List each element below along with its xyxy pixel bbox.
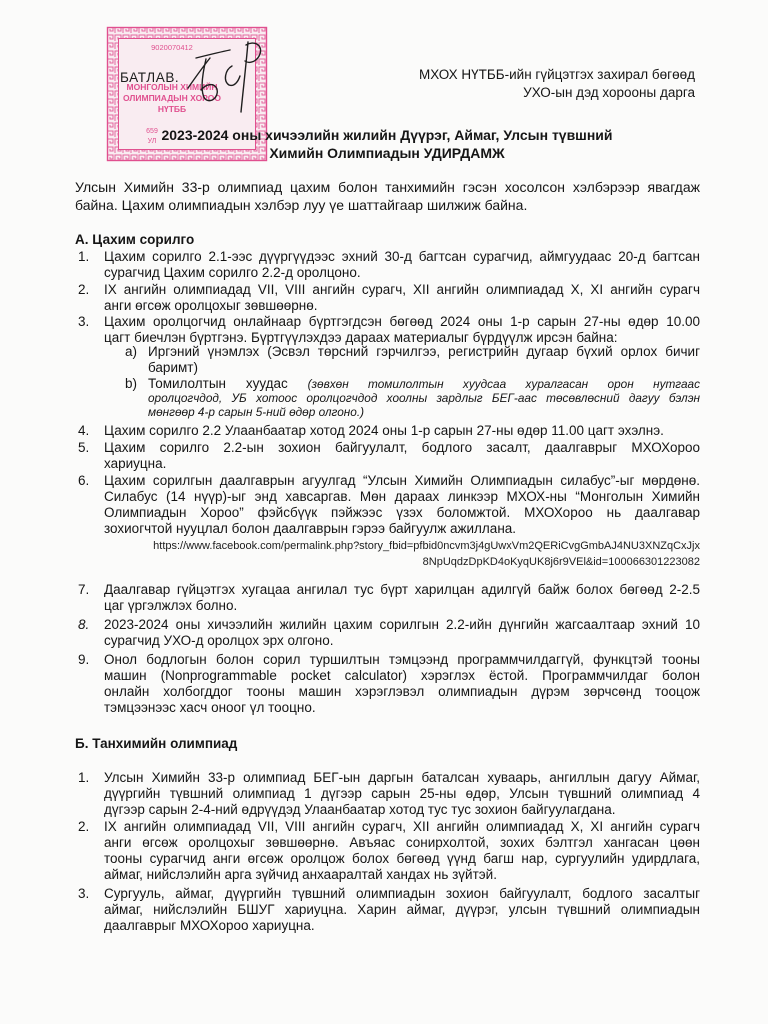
section-b-heading: Б. Танхимийн олимпиад [75, 736, 238, 751]
text-line: зохиогчтой нууцлал болон даалгаврын гэрээ байгуулж ажиллана. [104, 521, 517, 536]
text-line: Силабус (14 нүүр)-ыг энд хавсаргав. Мөн дараах линкээр МХОХ-ны “Монголын Химийн [104, 489, 700, 504]
stamp-partial: 659 [146, 128, 158, 135]
text-line: Цахим сорилгын даалгаврын агуулгад “Улсын Химийн Олимпиадын силабус”-ыг мөрдөнө. [104, 473, 700, 488]
section-a-item-8 [78, 617, 700, 649]
text-line: даалгаврыг МХОХороо хариуцна. [104, 918, 315, 933]
text-line: хариуцна. [104, 456, 167, 471]
section-a-item-9 [78, 652, 700, 716]
text-line: https://www.facebook.com/permalink.php?story_fbid=pfbid0ncvm3j4gUwxVm2QERiCvgGmbAJ4NU3XNZqCxJjx [153, 540, 700, 552]
approver-title [335, 66, 695, 102]
stamp-line: ОЛИМПИАДЫН ХОРОО [123, 93, 221, 103]
text-line: Улсын Химийн 33-р олимпиад БЕГ-ын даргын баталсан хуваарь, ангиллын дагуу Аймаг, [104, 770, 700, 785]
text-line: цаг үргэлжлэх болно. [104, 598, 238, 613]
item-number: 3. [78, 886, 90, 901]
stamp-line: НҮТББ [157, 104, 187, 114]
stamp-code: 9020070412 [151, 43, 193, 52]
item-number: 2. [78, 819, 90, 834]
text-line: баримт) [148, 360, 198, 375]
text-line: IX ангийн олимпиадад VII, VIII ангийн сурагч, XII ангийн олимпиадад X, XI ангийн сурагч [104, 819, 700, 834]
item-number: 1. [78, 770, 90, 785]
text-line: аймаг, нийслэлийн арга зүйчид анхааралтай хандах нь зүйтэй. [104, 867, 497, 882]
text-line: УХО-ын дэд хорооны дарга [523, 85, 695, 100]
text-line: Улсын Химийн 33-р олимпиад цахим болон танхимийн гэсэн хосолсон хэлбэрээр явагдаж [75, 179, 700, 195]
sub-label: b) [125, 376, 138, 391]
text-line: анги өгсөж оролцохыг зөвшөөрнө. Авъяас сонирхолтой, зохих бэлтгэл хангасан цөөн [104, 835, 700, 850]
item-number: 2. [78, 282, 90, 297]
text-line: Даалгавар гүйцэтгэх хугацаа ангилал тус бүрт харилцан адилгүй байж болох бөгөөд 2-2.5 [104, 582, 700, 597]
text-line: онлайн холбогддог тооны машин хэрэглэвэл олимпиадын дүрэм зөрчсөнд тооцож [104, 684, 700, 699]
text-line: Цахим сорилго 2.2-ын зохион байгуулалт, бодлого засалт, даалгаврыг МХОХороо [104, 440, 700, 455]
text-line: 8NpUqdzDpKD4oKyqUK8j6r9VEl&id=100066301223082 [422, 556, 700, 568]
sub-note: (зөвхөн томилолтын хуудсаа хуралгасан орон нутгаас [307, 377, 700, 391]
item-number: 6. [78, 473, 90, 488]
document-title [100, 126, 674, 162]
text-line: 2023-2024 оны хичээлийн жилийн цахим сорилгын 2.2-ийн дүнгийн жагсаалтаар эхний 10 [104, 617, 700, 632]
text-line: Цахим сорилго 2.2 Улаанбаатар хотод 2024 оны 1-р сарын 27-ны өдөр 11.00 цагт эхэлнэ. [104, 423, 664, 438]
stamp-partial: УЛ [147, 138, 157, 145]
text-line: сурагчид Цахим сорилго 2.2-д оролцоно. [104, 265, 361, 280]
section-a-item-2 [78, 282, 700, 314]
item-number: 8. [78, 617, 90, 632]
text-line: Онол бодлогын болон сорил туршилтын тэмцээнд программчилдаггүй, функцтэй тооны [104, 652, 700, 667]
facebook-permalink-url [100, 538, 700, 570]
text-line: аймаг, нийслэлийн БШУГ хариуцна. Харин аймаг, дүүрэг, улсын түвшний олимпиадын [104, 902, 700, 917]
text-line: тооны сурагчид анги өгсөж оролцож болох бөгөөд үүнд багш нар, сургуулийн удирдлага, [104, 851, 700, 866]
text-line: Сургууль, аймаг, дүүргийн түвшний олимпиадын зохион байгуулалт, бодлого засалтыг [104, 886, 700, 901]
section-a-item-6 [78, 473, 700, 537]
intro-paragraph [75, 178, 700, 214]
text-line: 2023-2024 оны хичээлийн жилийн Дүүрэг, Аймаг, Улсын түвшний [161, 127, 613, 143]
text-line: Олимпиадын Хороо” фэйсбүүк пэйжээс үзэх боломжтой. МХОХороо нь даалгавар [104, 505, 700, 520]
text-line: дүүргийн түвшний олимпиад 1 дүгээр сарын 25-ны өдөр, Улсын түвшний олимпиад 4 [104, 786, 700, 801]
section-a-item-7 [78, 582, 700, 614]
section-a-item-1 [78, 249, 700, 281]
stamp-line: МОНГОЛЫН ХИМИЙН [126, 82, 218, 92]
item-number: 4. [78, 423, 90, 438]
item-number: 3. [78, 314, 90, 329]
text-line: машин (Nonprogrammable pocket calculator) хэрэглэх ёстой. Программчилдаг болон [104, 668, 700, 683]
sub-label: a) [125, 344, 138, 359]
item-number: 1. [78, 249, 90, 264]
approval-label: БАТЛАВ. [120, 70, 180, 85]
section-a-heading: А. Цахим сорилго [75, 232, 195, 247]
item-number: 5. [78, 440, 90, 455]
section-b-item-3 [78, 886, 700, 934]
text-line: Химийн Олимпиадын УДИРДАМЖ [269, 145, 505, 161]
text-line: оролцогчдод, УБ хотоос оролцогчдод хоолны зардлыг БЕГ-аас төсөвлөсний дагуу бэлэн [148, 391, 700, 405]
text-line: мөнгөөр 4-р сарын 5-ний өдөр олгоно.) [148, 405, 365, 419]
item-number: 9. [78, 652, 90, 667]
section-a-item-3-sub-a [125, 344, 700, 376]
text-line: МХОХ НҮТББ-ийн гүйцэтгэх захирал бөгөөд [418, 67, 695, 82]
signature [180, 36, 270, 118]
text-line: анги өгсөж оролцохыг зөвшөөрнө. [104, 298, 318, 313]
text-line: IX ангийн олимпиадад VII, VIII ангийн сурагч, XII ангийн олимпиадад X, XI ангийн сурагч [104, 282, 700, 297]
section-a-item-4 [78, 423, 700, 439]
text-line: байна. Цахим олимпиадын хэлбэр луу үе шаттайгаар шилжиж байна. [75, 197, 528, 213]
sub-lead: Томилолтын хуудас [148, 376, 288, 391]
item-number: 7. [78, 582, 90, 597]
section-b-item-2 [78, 819, 700, 883]
section-a-item-5 [78, 440, 700, 472]
text-line: цагт биечлэн бүртгэнэ. Бүртгүүлэхдээ дараах материалыг бүрдүүлж ирсэн байна: [104, 330, 618, 345]
text-line: Цахим сорилго 2.1-ээс дүүргүүдээс эхний 30-д багтсан сурагчид, аймгуудаас 20-д багтсан [104, 249, 700, 264]
section-a-item-3-sub-b [125, 376, 700, 419]
text-line: Цахим оролцогчид онлайнаар бүртгэгдсэн бөгөөд 2024 оны 1-р сарын 27-ны өдөр 10.00 [104, 314, 700, 329]
section-a-item-3 [78, 314, 700, 346]
section-b-item-1 [78, 770, 700, 818]
text-line: тэмцээнээс хасч оноог үл тооцно. [104, 700, 316, 715]
text-line: Иргэний үнэмлэх (Эсвэл төрсний гэрчилгээ, регистрийн дугаар бүхий орлох бичиг [148, 344, 700, 359]
text-line: сурагчид УХО-д оролцох эрх олгоно. [104, 633, 334, 648]
text-line [148, 377, 700, 391]
text-line: дүгээр сарын 2-4-ний өдрүүдэд Улаанбаатар хотод тус тус зохион байгуулагдана. [104, 802, 616, 817]
